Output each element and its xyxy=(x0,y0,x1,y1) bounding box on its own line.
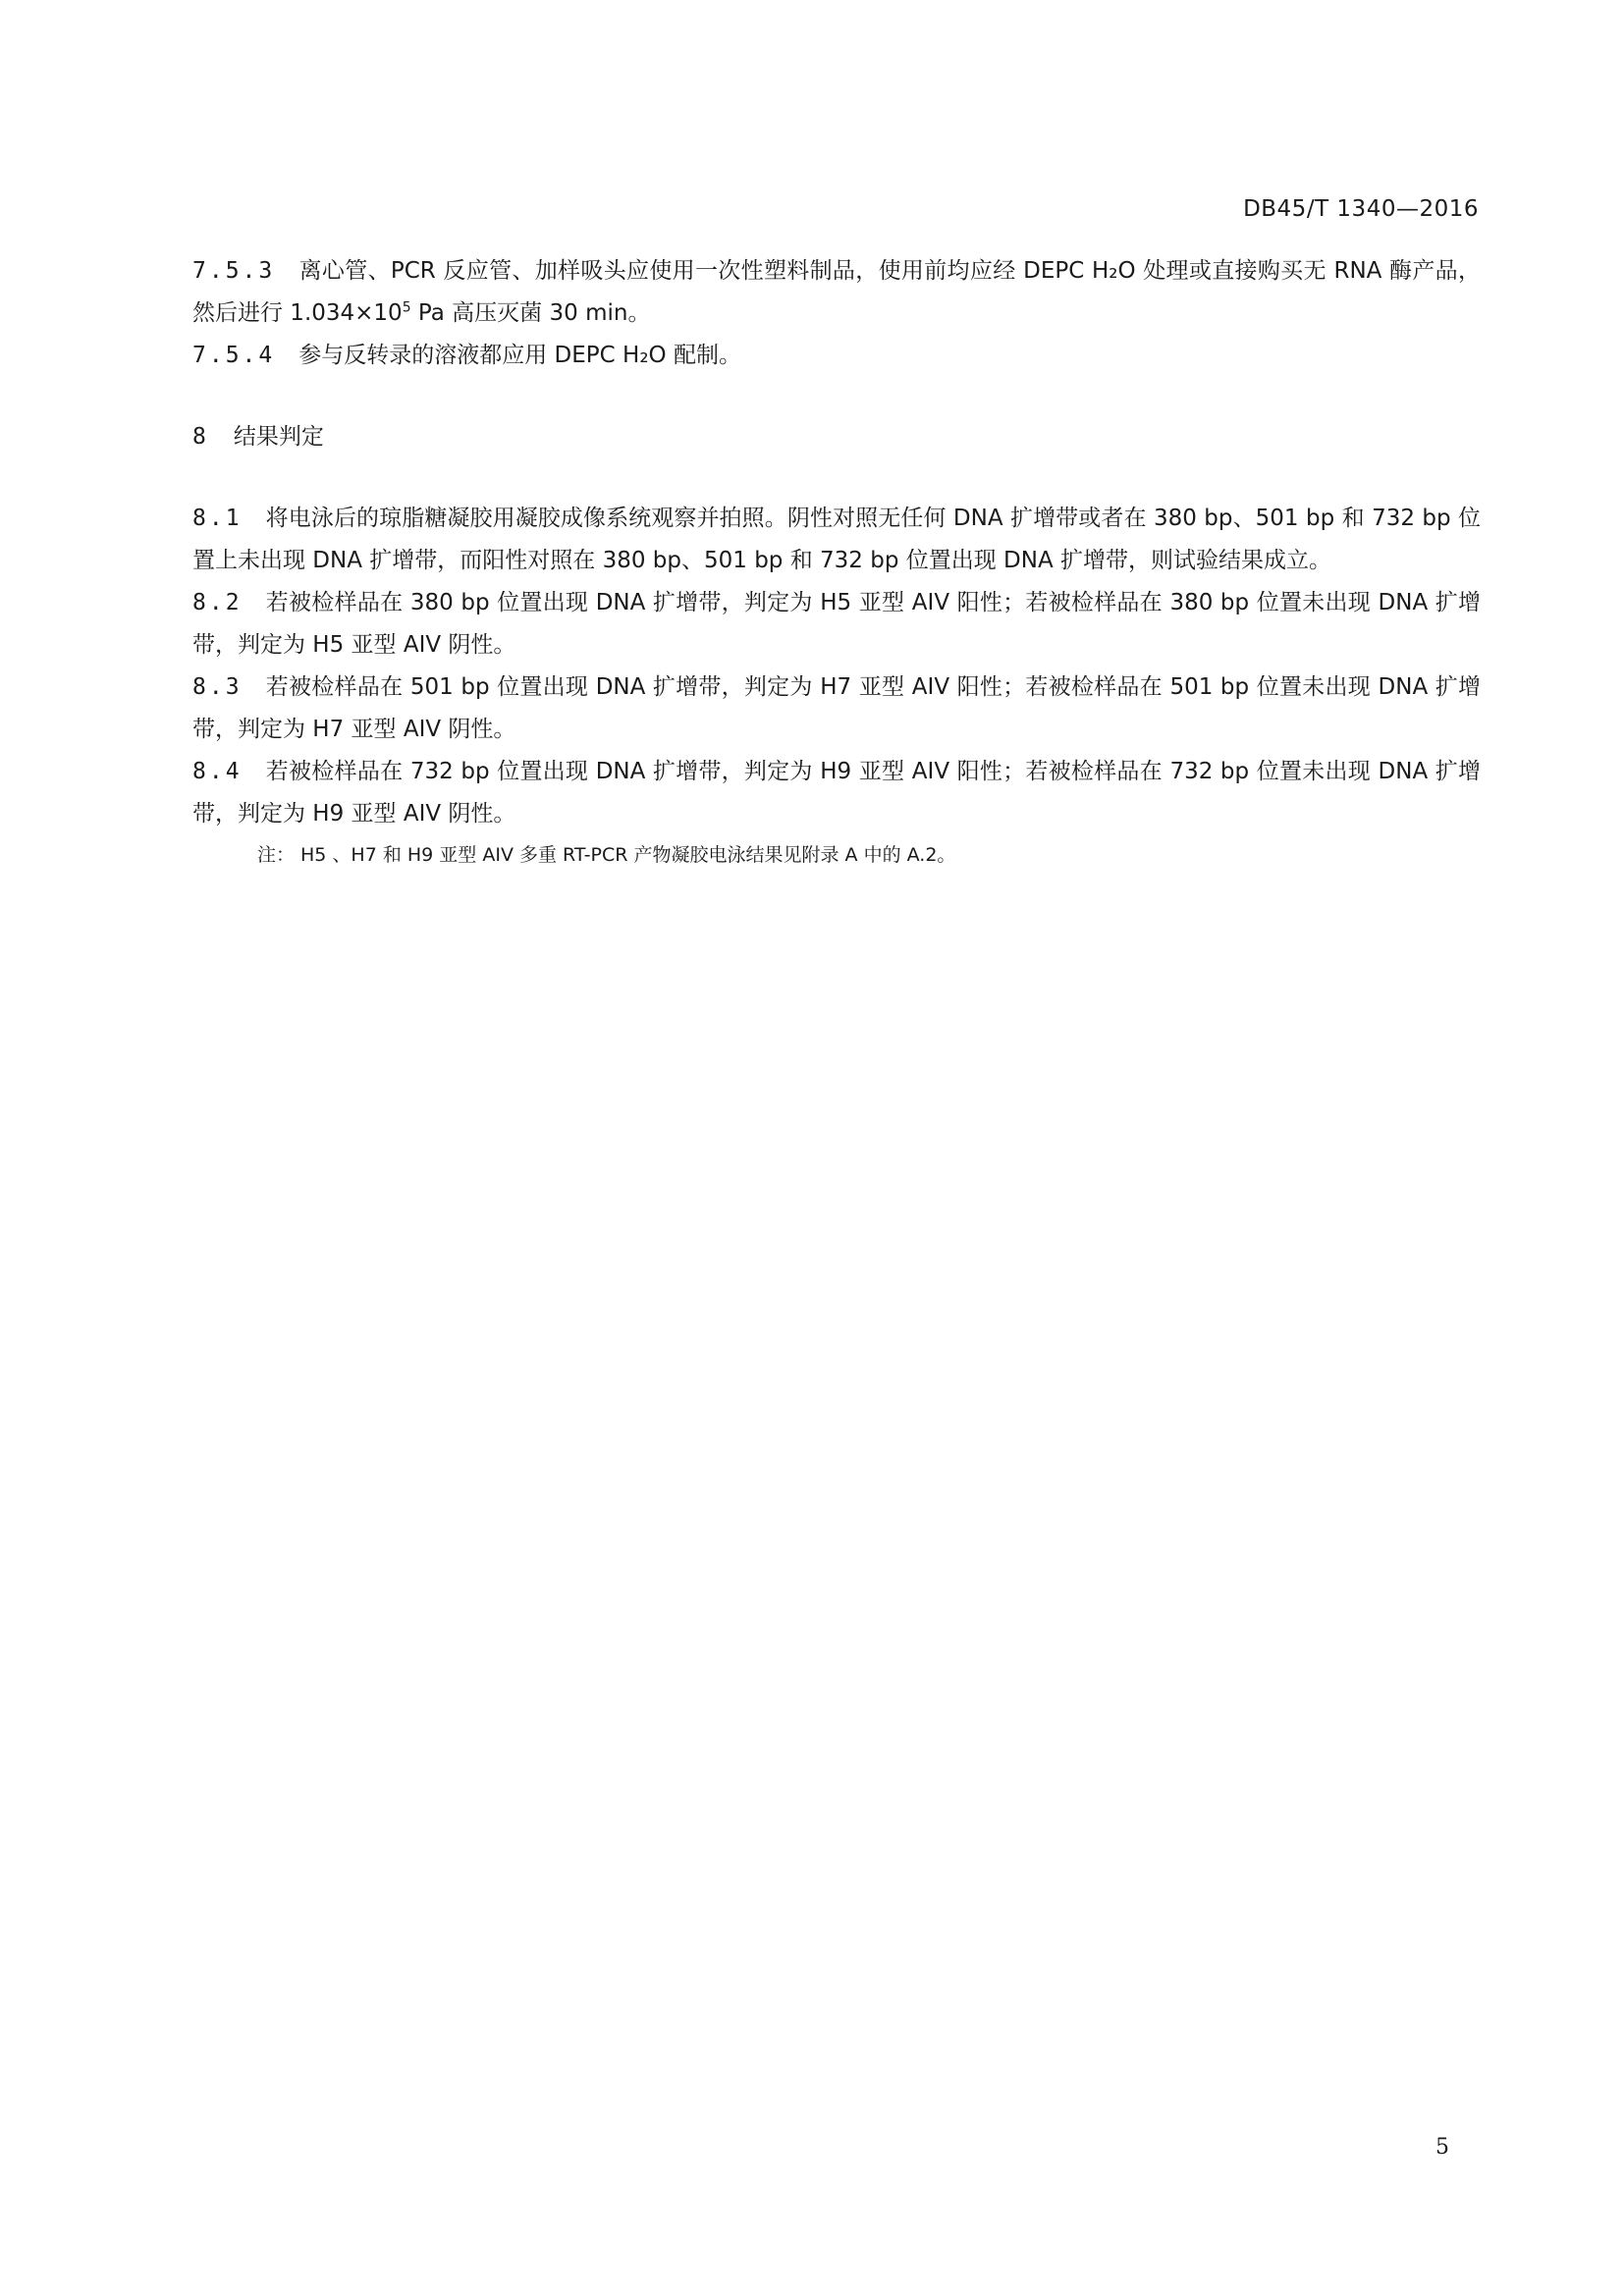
clause-7-5-4 xyxy=(192,335,1481,377)
clause-number: 8.2 xyxy=(192,590,243,615)
note-text: H5 、H7 和 H9 亚型 AIV 多重 RT-PCR 产物凝胶电泳结果见附录 A 中的 A.2。 xyxy=(300,844,956,866)
clause-text: 参与反转录的溶液都应用 DEPC H₂O 配制。 xyxy=(298,343,741,368)
clause-7-5-3 xyxy=(192,250,1481,335)
clause-8-2 xyxy=(192,582,1481,667)
superscript-exponent: 5 xyxy=(402,299,411,316)
document-code: DB45/T 1340—2016 xyxy=(1243,196,1479,222)
clause-number: 8.3 xyxy=(192,674,243,700)
section-number: 8 xyxy=(192,424,206,450)
clause-text: 将电泳后的琼脂糖凝胶用凝胶成像系统观察并拍照。阴性对照无任何 DNA 扩增带或者在 380 bp、501 bp 和 732 bp 位置上未出现 DNA 扩增带，而阳性对照在 380 bp、501 bp 和 732 bp 位置出现 DNA 扩增带，则试验结果成立。 xyxy=(192,506,1481,573)
clause-text: 若被检样品在 501 bp 位置出现 DNA 扩增带，判定为 H7 亚型 AIV 阳性；若被检样品在 501 bp 位置未出现 DNA 扩增带，判定为 H7 亚型 AIV 阴性。 xyxy=(192,674,1481,742)
clause-text: 若被检样品在 732 bp 位置出现 DNA 扩增带，判定为 H9 亚型 AIV 阳性；若被检样品在 732 bp 位置未出现 DNA 扩增带，判定为 H9 亚型 AIV 阴性。 xyxy=(192,759,1481,827)
clause-number: 7.5.4 xyxy=(192,343,276,368)
clause-text-continued: Pa 高压灭菌 30 min。 xyxy=(410,300,651,326)
page-content xyxy=(192,250,1481,875)
clause-text: 离心管、PCR 反应管、加样吸头应使用一次性塑料制品，使用前均应经 DEPC H₂O 处理或直接购买无 RNA 酶产品，然后进行 1.034×10 xyxy=(192,258,1481,326)
clause-8-3 xyxy=(192,667,1481,751)
clause-number: 8.1 xyxy=(192,506,243,531)
clause-number: 8.4 xyxy=(192,759,243,784)
clause-text: 若被检样品在 380 bp 位置出现 DNA 扩增带，判定为 H5 亚型 AIV 阳性；若被检样品在 380 bp 位置未出现 DNA 扩增带，判定为 H5 亚型 AIV 阴性。 xyxy=(192,590,1481,658)
clause-8-4 xyxy=(192,751,1481,835)
section-title: 结果判定 xyxy=(233,424,324,450)
page-number: 5 xyxy=(1435,2135,1449,2160)
note-label: 注： xyxy=(257,844,296,866)
note xyxy=(257,835,1481,875)
clause-8-1 xyxy=(192,498,1481,582)
clause-number: 7.5.3 xyxy=(192,258,276,284)
section-heading-8 xyxy=(192,416,1481,458)
